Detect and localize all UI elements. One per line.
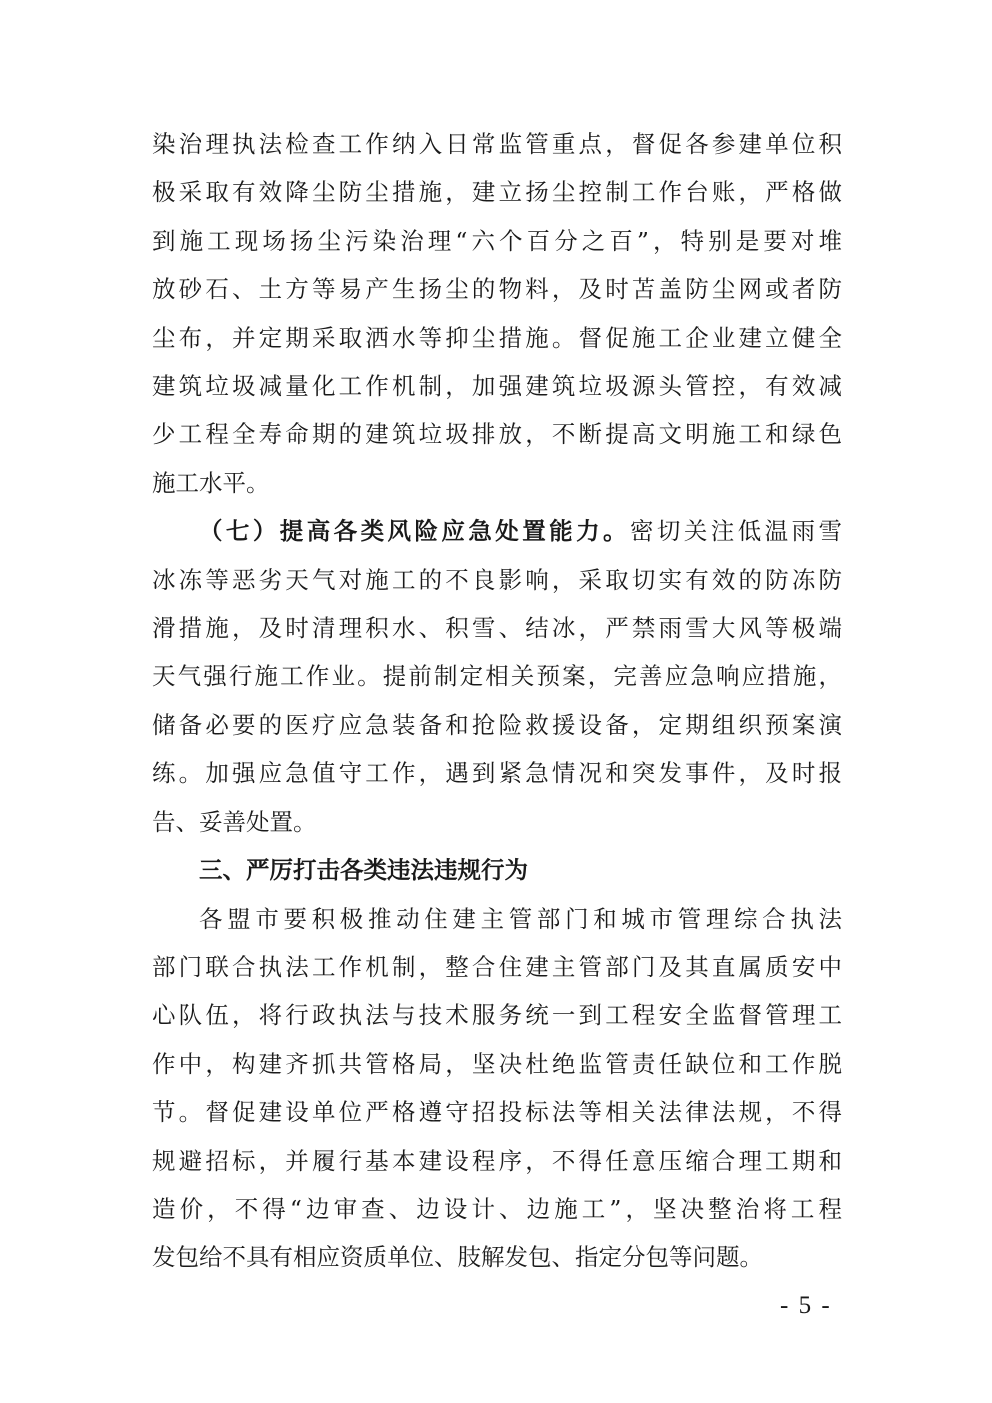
paragraph-line: 造价，不得“边审查、边设计、边施工”，坚决整治将工程	[152, 1194, 842, 1223]
paragraph-line: 规避招标，并履行基本建设程序，不得任意压缩合理工期和	[152, 1146, 842, 1175]
paragraph-line: 节。督促建设单位严格遵守招投标法等相关法律法规，不得	[152, 1098, 842, 1127]
paragraph-line: 各盟市要积极推动住建主管部门和城市管理综合执法	[199, 904, 842, 933]
paragraph-line: 天气强行施工作业。提前制定相关预案，完善应急响应措施，	[152, 662, 842, 691]
paragraph-line: 染治理执法检查工作纳入日常监管重点，督促各参建单位积	[152, 130, 842, 158]
paragraph-line: 建筑垃圾减量化工作机制，加强建筑垃圾源头管控，有效减	[152, 372, 842, 401]
paragraph-line: 少工程全寿命期的建筑垃圾排放，不断提高文明施工和绿色	[152, 420, 842, 449]
paragraph-line: 到施工现场扬尘污染治理“六个百分之百”，特别是要对堆	[152, 226, 842, 255]
paragraph-line: 极采取有效降尘防尘措施，建立扬尘控制工作台账，严格做	[152, 178, 842, 207]
paragraph-dust-control	[152, 120, 842, 507]
paragraph-line: 冰冻等恶劣天气对施工的不良影响，采取切实有效的防冻防	[152, 565, 842, 594]
paragraph-line: 施工水平。	[152, 468, 270, 497]
paragraph-line: 尘布，并定期采取洒水等抑尘措施。督促施工企业建立健全	[152, 323, 842, 352]
paragraph-line: 部门联合执法工作机制，整合住建主管部门及其直属质安中	[152, 952, 842, 981]
item-heading-seven: （七）提高各类风险应急处置能力。	[199, 517, 630, 546]
paragraph-line: 放砂石、土方等易产生扬尘的物料，及时苫盖防尘网或者防	[152, 275, 842, 304]
paragraph-line: 心队伍，将行政执法与技术服务统一到工程安全监督管理工	[152, 1001, 842, 1030]
paragraph-line: 告、妥善处置。	[152, 807, 317, 836]
paragraph-line: 作中，构建齐抓共管格局，坚决杜绝监管责任缺位和工作脱	[152, 1049, 842, 1078]
paragraph-line: 发包给不具有相应资质单位、肢解发包、指定分包等问题。	[152, 1243, 763, 1272]
page-number: - 5 -	[780, 1292, 832, 1319]
paragraph-line: 储备必要的医疗应急装备和抢险救援设备，定期组织预案演	[152, 710, 842, 739]
paragraph-line: 滑措施，及时清理积水、积雪、结冰，严禁雨雪大风等极端	[152, 614, 842, 643]
paragraph-line	[152, 507, 842, 555]
section-heading-three: 三、严厉打击各类违法违规行为	[199, 856, 528, 885]
paragraph-enforcement	[152, 895, 842, 1282]
paragraph-emergency-response	[152, 507, 842, 846]
document-body	[152, 120, 842, 1282]
paragraph-line: 练。加强应急值守工作，遇到紧急情况和突发事件，及时报	[152, 759, 842, 788]
paragraph-text: 密切关注低温雨雪	[629, 517, 843, 546]
